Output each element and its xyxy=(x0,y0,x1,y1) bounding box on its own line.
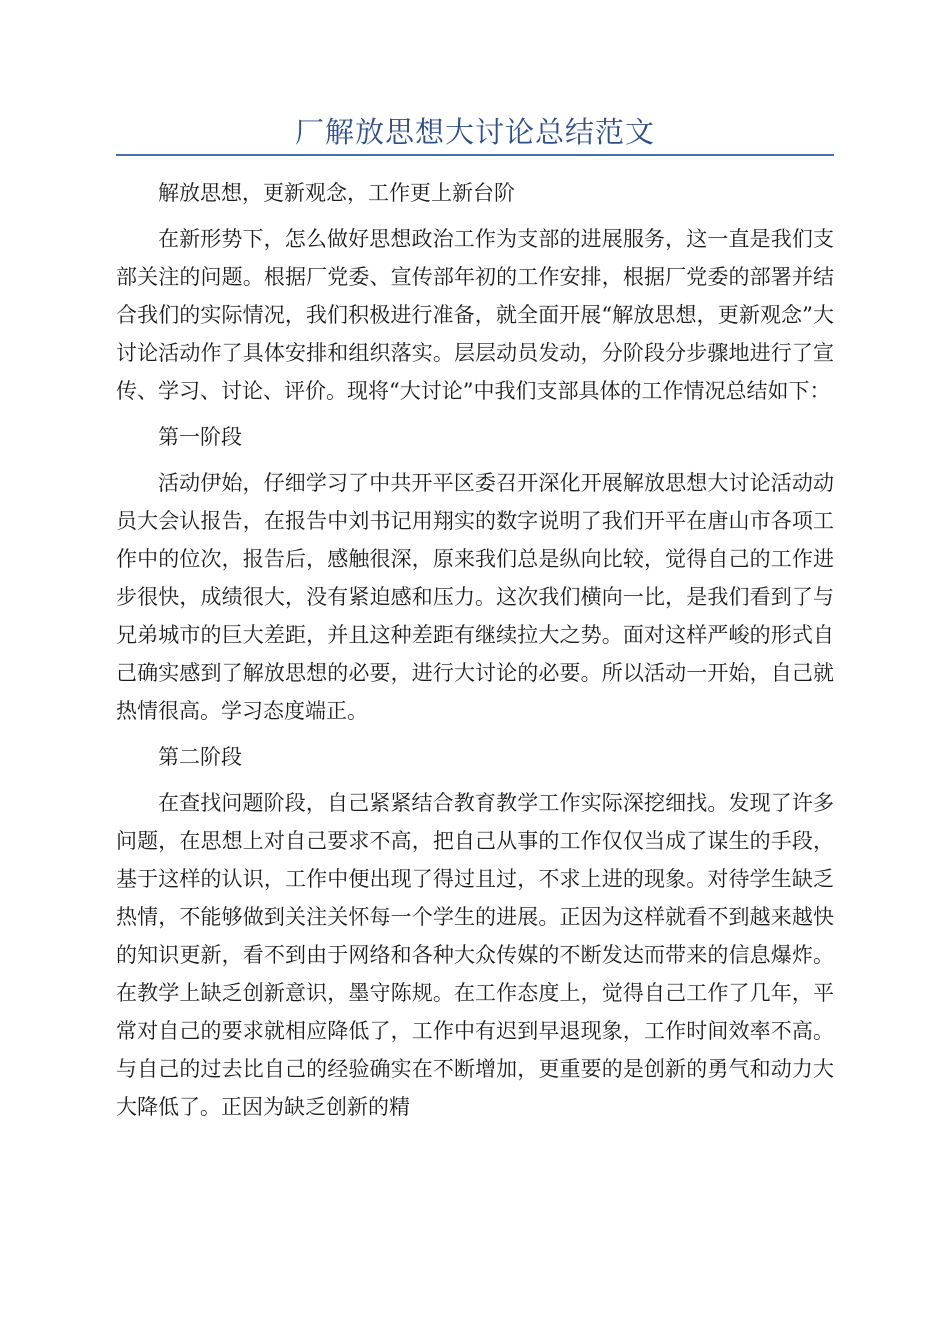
document-title: 厂解放思想大讨论总结范文 xyxy=(294,115,655,149)
section-heading-stage-1: 第一阶段 xyxy=(158,425,242,449)
stage-2-paragraph: 在查找问题阶段，自己紧紧结合教育教学工作实际深挖细找。发现了许多问题，在思想上对自己要求不高，把自己从事的工作仅仅当成了谋生的手段，基于这样的认识，工作中便出现了得过且过，不求上进的现象。对待学生缺乏热情，不能够做到关注关怀每一个学生的进展。正因为这样就看不到越来越快的知识更新，看不到由于网络和各种大众传媒的不断发达而带来的信息爆炸。在教学上缺乏创新意识，墨守陈规。在工作态度上，觉得自己工作了几年，平常对自己的要求就相应降低了，工作中有迟到早退现象，工作时间效率不高。与自己的过去比自己的经验确实在不断增加，更重要的是创新的勇气和动力大大降低了。正因为缺乏创新的精 xyxy=(116,791,834,1119)
intro-paragraph: 在新形势下，怎么做好思想政治工作为支部的进展服务，这一直是我们支部关注的问题。根据厂党委、宣传部年初的工作安排，根据厂党委的部署并结合我们的实际情况，我们积极进行准备，就全面开展“解放思想，更新观念”大讨论活动作了具体安排和组织落实。层层动员发动，分阶段分步骤地进行了宣传、学习、讨论、评价。现将“大讨论”中我们支部具体的工作情况总结如下： xyxy=(116,227,834,403)
stage-1-paragraph: 活动伊始，仔细学习了中共开平区委召开深化开展解放思想大讨论活动动员大会认报告，在报告中刘书记用翔实的数字说明了我们开平在唐山市各项工作中的位次，报告后，感触很深，原来我们总是纵向比较，觉得自己的工作进步很快，成绩很大，没有紧迫感和压力。这次我们横向一比，是我们看到了与兄弟城市的巨大差距，并且这种差距有继续拉大之势。面对这样严峻的形式自己确实感到了解放思想的必要，进行大讨论的必要。所以活动一开始，自己就热情很高。学习态度端正。 xyxy=(116,471,834,723)
section-heading-stage-2: 第二阶段 xyxy=(158,745,242,769)
subtitle-paragraph: 解放思想，更新观念，工作更上新台阶 xyxy=(158,181,515,205)
document-body xyxy=(116,174,834,1126)
title-underline xyxy=(116,154,834,156)
